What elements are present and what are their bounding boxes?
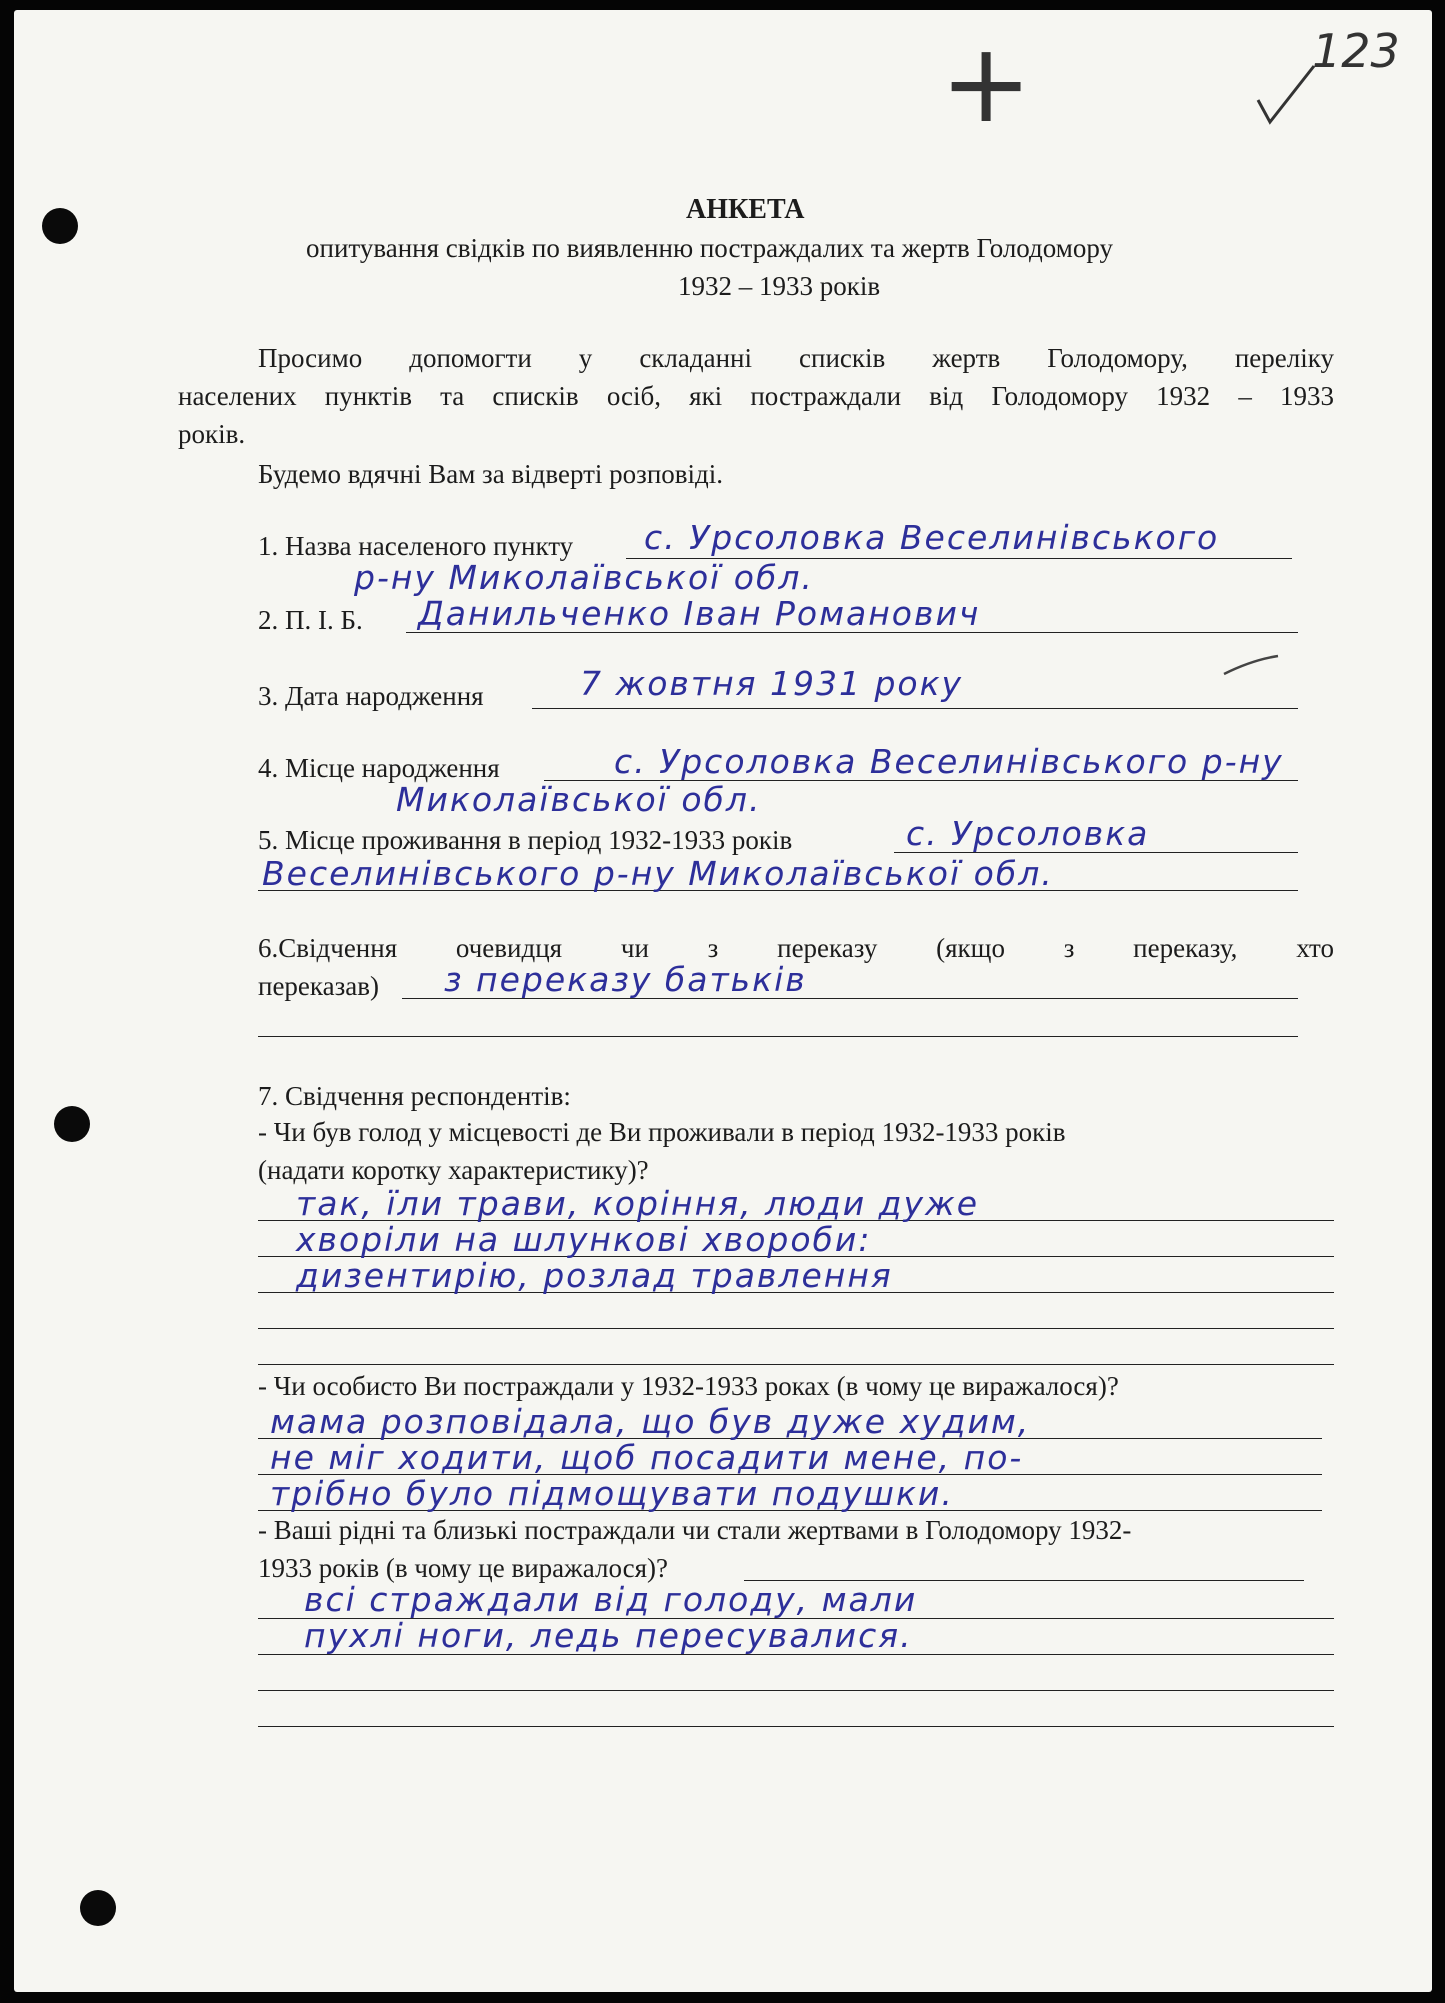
q1-text-cont: (надати коротку характеристику)? xyxy=(258,1155,649,1185)
punch-hole-bottom xyxy=(80,1890,116,1926)
settlement-value-cont[interactable]: р-ну Миколаївської обл. xyxy=(354,558,814,597)
q1-answer-line3[interactable]: дизентирію, розлад травлення xyxy=(296,1256,893,1295)
birth-place-value-cont[interactable]: Миколаївської обл. xyxy=(396,780,762,819)
residence-label: 5. Місце проживання в період 1932-1933 років xyxy=(258,825,793,855)
punch-hole-middle xyxy=(54,1106,90,1142)
q3-answer-line1[interactable]: всі страждали від голоду, мали xyxy=(304,1580,918,1619)
birth-date-value[interactable]: 7 жовтня 1931 року xyxy=(580,664,964,703)
intro-text-line2: населених пунктів та списків осіб, які постраждали від Голодомору 1932 – 1933 xyxy=(178,381,1334,411)
q3-answer-line2[interactable]: пухлі ноги, ледь пересувалися. xyxy=(304,1616,913,1655)
birth-place-value[interactable]: с. Урсоловка Веселинівського р-ну xyxy=(614,742,1284,781)
form-subtitle: опитування свідків по виявленню постраждалих та жертв Голодомору xyxy=(306,233,1113,263)
form-title: АНКЕТА xyxy=(686,194,805,225)
tick-stroke-icon xyxy=(1222,654,1282,678)
q1-answer-line1[interactable]: так, їли трави, коріння, люди дуже xyxy=(296,1184,980,1223)
form-subtitle-years: 1932 – 1933 років xyxy=(678,271,881,301)
intro-text-line1: Просимо допомогти у складанні списків жертв Голодомору, переліку xyxy=(258,343,1334,373)
testimony-source-line-2 xyxy=(258,1036,1298,1037)
q1-line-5 xyxy=(258,1364,1334,1365)
settlement-label: 1. Назва населеного пункту xyxy=(258,531,574,561)
page-number: 123 xyxy=(1312,24,1400,78)
intro-text-line3: років. xyxy=(178,419,246,449)
questionnaire-sheet xyxy=(14,10,1432,1992)
q2-answer-line2[interactable]: не міг ходити, щоб посадити мене, по- xyxy=(270,1438,1024,1477)
q2-answer-line3[interactable]: трібно було підмощувати подушки. xyxy=(270,1474,954,1513)
intro-thanks: Будемо вдячні Вам за відверті розповіді. xyxy=(258,459,724,489)
q2-text: - Чи особисто Ви постраждали у 1932-1933 роках (в чому це виражалося)? xyxy=(258,1371,1119,1401)
q3-text: - Ваші рідні та близькі постраждали чи стали жертвами в Голодомору 1932- xyxy=(258,1515,1132,1545)
q1-answer-line2[interactable]: хворіли на шлункові хвороби: xyxy=(296,1220,872,1259)
birth-place-label: 4. Місце народження xyxy=(258,753,500,783)
birth-date-label: 3. Дата народження xyxy=(258,681,484,711)
testimony-source-label: 6.Свідчення очевидця чи з переказу (якщо з переказу, хто xyxy=(258,933,1334,963)
birth-date-line xyxy=(532,708,1298,709)
q2-answer-line1[interactable]: мама розповідала, що був дуже худим, xyxy=(270,1402,1031,1441)
name-value[interactable]: Данильченко Іван Романович xyxy=(418,594,981,633)
residence-value[interactable]: с. Урсоловка xyxy=(906,814,1150,853)
cross-mark: + xyxy=(940,19,1033,147)
q1-line-4 xyxy=(258,1328,1334,1329)
testimony-source-label-cont: переказав) xyxy=(258,971,379,1001)
section7-heading: 7. Свідчення респондентів: xyxy=(258,1081,571,1111)
testimony-source-value[interactable]: з переказу батьків xyxy=(444,960,807,999)
name-label: 2. П. І. Б. xyxy=(258,605,363,635)
residence-value-cont[interactable]: Веселинівського р-ну Миколаївської обл. xyxy=(262,854,1054,893)
q3-line-4 xyxy=(258,1726,1334,1727)
q3-line-3 xyxy=(258,1690,1334,1691)
q1-text: - Чи був голод у місцевості де Ви проживали в період 1932-1933 років xyxy=(258,1117,1066,1147)
settlement-value[interactable]: с. Урсоловка Веселинівського xyxy=(644,518,1220,557)
q3-text-cont: 1933 років (в чому це виражалося)? xyxy=(258,1553,669,1583)
punch-hole-top xyxy=(42,208,78,244)
